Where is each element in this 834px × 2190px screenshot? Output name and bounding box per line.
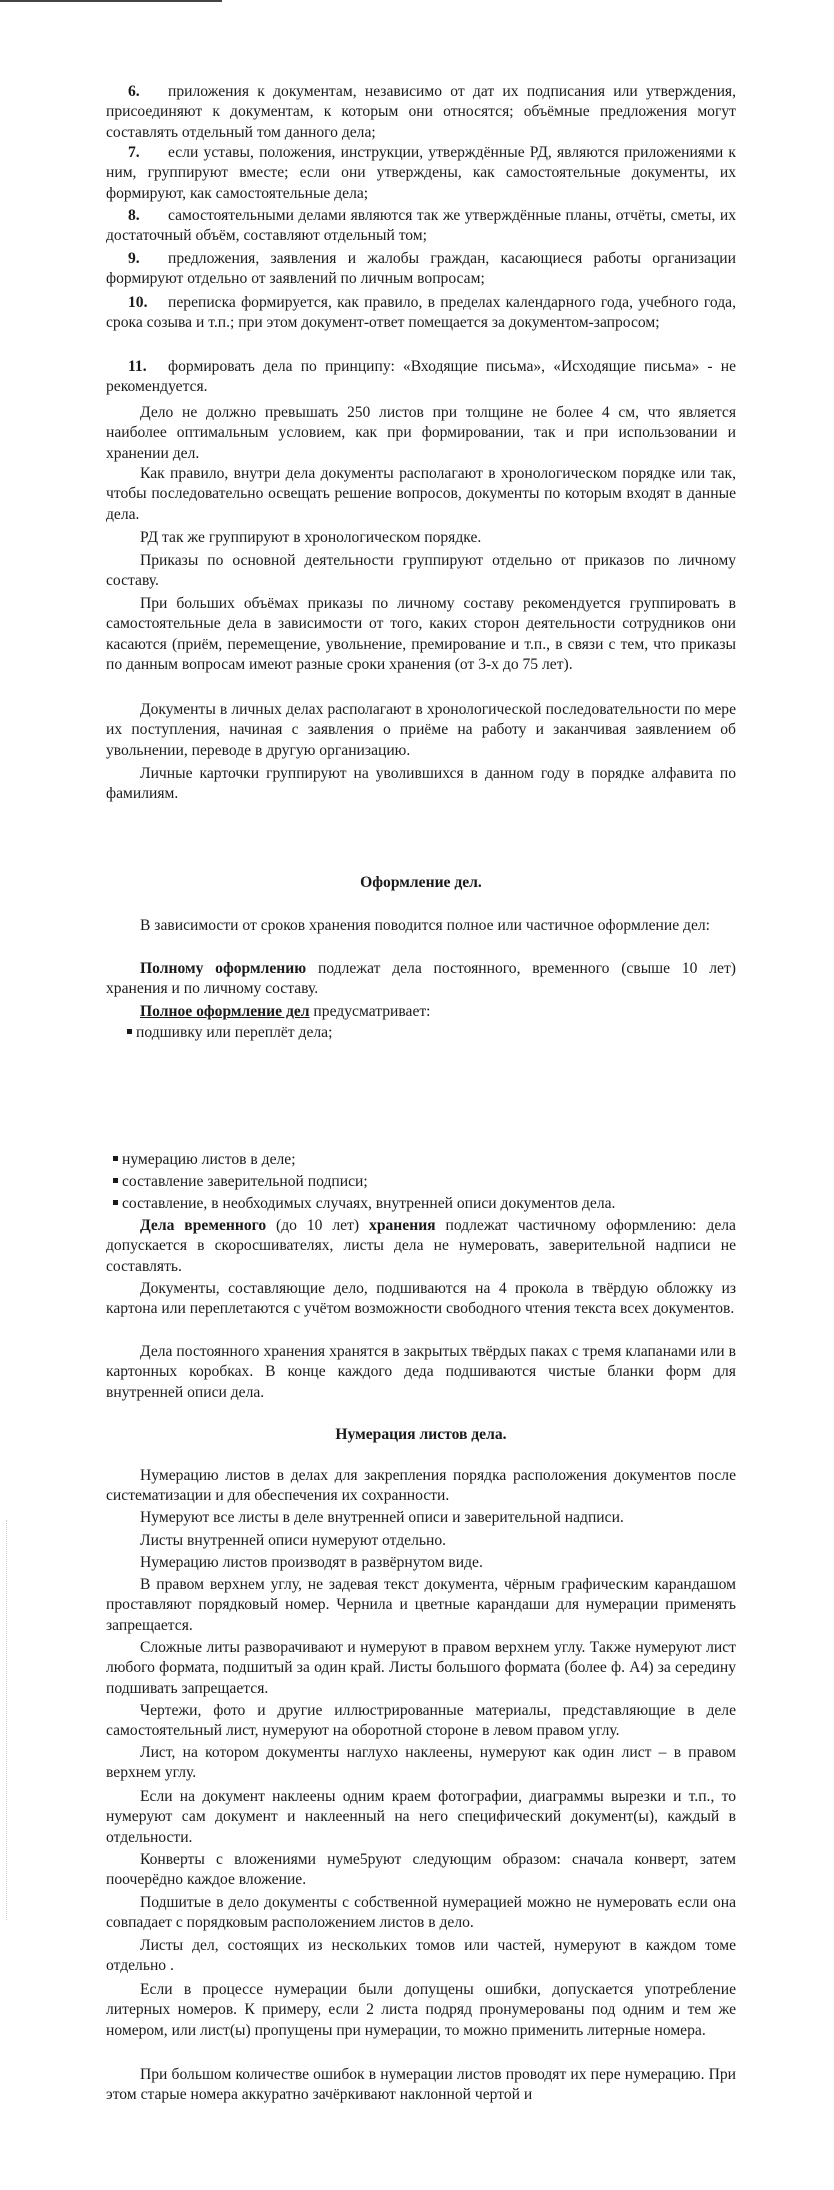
paragraph: При большом количестве ошибок в нумерации листов проводят их пере нумерацию. При этом старые номера аккуратно зачёркивают наклонной чертой и — [106, 2066, 736, 2104]
paragraph: Чертежи, фото и другие иллюстрированные материалы, представляющие в деле самостоятельный лист, нумеруют на оборотной стороне в левом правом углу. — [106, 1702, 736, 1740]
paragraph: Дело не должно превышать 250 листов при толщине не более 4 см, что является наиболее оптимальным условием, как при формировании, так и при использовании и хранении дел. — [106, 404, 736, 462]
paragraph: Подшитые в дело документы с собственной нумерацией можно не нумеровать если она совпадает с порядковым расположением листов в дело. — [106, 1894, 736, 1932]
list-item: 11. формировать дела по принципу: «Входящие письма», «Исходящие письма» - не рекомендуется. — [106, 358, 736, 396]
paragraph: Полное оформление дел предусматривает: — [140, 1003, 431, 1020]
paragraph: РД так же группируют в хронологическом порядке. — [140, 529, 482, 546]
paragraph: Нумерацию листов в делах для закрепления порядка расположения документов после систематизации и для обеспечения их сохранности. — [106, 1467, 736, 1505]
bullet-item: составление, в необходимых случаях, внутренней описи документов дела. — [113, 1194, 615, 1214]
list-item: 10. переписка формируется, как правило, в пределах календарного года, учебного года, срока созыва и т.п.; при этом документ-ответ помещается за документом-запросом; — [106, 294, 736, 332]
paragraph: Полному оформлению подлежат дела постоянного, временного (свыше 10 лет) хранения и по личному составу. — [106, 960, 736, 998]
paragraph: Документы в личных делах располагают в хронологической последовательности по мере их поступления, начиная с заявления о приёме на работу и заканчивая заявлением об увольнении, переводе в другую организацию. — [106, 701, 736, 759]
paragraph: Личные карточки группируют на уволившихся в данном году в порядке алфавита по фамилиям. — [106, 765, 736, 803]
bullet-item: подшивку или переплёт дела; — [127, 1023, 332, 1043]
section-heading: Оформление дел. — [360, 874, 482, 891]
bullet-item: составление заверительной подписи; — [113, 1172, 368, 1192]
bullet-square-icon — [113, 1178, 118, 1183]
scan-edge-mark — [6, 1520, 8, 1920]
paragraph: Если в процессе нумерации были допущены ошибки, допускается употребление литерных номеров. К примеру, если 2 листа подряд пронумерованы под одним и тем же номером, или лист(ы) пропущены при нумерации, то можно применить литерные номера. — [106, 1981, 736, 2039]
paragraph: Листы дел, состоящих из нескольких томов или частей, нумеруют в каждом томе отдельно . — [106, 1937, 736, 1975]
paragraph: Нумерацию листов производят в развёрнутом виде. — [140, 1554, 483, 1571]
paragraph: Конверты с вложениями нуме5руют следующим образом: сначала конверт, затем поочерёдно каждое вложение. — [106, 1851, 736, 1889]
paragraph: Дела постоянного хранения хранятся в закрытых твёрдых паках с тремя клапанами или в картонных коробках. В конце каждого деда подшиваются чистые бланки форм для внутренней описи дела. — [106, 1343, 736, 1401]
top-rule — [0, 0, 222, 2]
paragraph: Если на документ наклеены одним краем фотографии, диаграммы вырезки и т.п., то нумеруют сам документ и наклеенный на него специфический документ(ы), каждый в отдельности. — [106, 1788, 736, 1846]
bullet-square-icon — [113, 1200, 118, 1205]
bold-phrase: Полному оформлению — [140, 960, 307, 977]
paragraph: Дела временного (до 10 лет) хранения подлежат частичному оформлению: дела допускается в скоросшивателях, листы дела не нумеровать, заверительной надписи не составлять. — [106, 1217, 736, 1275]
paragraph: Лист, на котором документы наглухо наклеены, нумеруют как один лист – в правом верхнем углу. — [106, 1744, 736, 1782]
section-heading: Нумерация листов дела. — [335, 1426, 507, 1443]
paragraph: Сложные литы разворачивают и нумеруют в правом верхнем углу. Также нумеруют лист любого формата, подшитый за один край. Листы большого формата (более ф. А4) за середину подшивать запрещается. — [106, 1639, 736, 1697]
paragraph: В зависимости от сроков хранения поводится полное или частичное оформление дел: — [140, 917, 711, 934]
paragraph: Приказы по основной деятельности группируют отдельно от приказов по личному составу. — [106, 552, 736, 590]
list-item: 7. если уставы, положения, инструкции, утверждённые РД, являются приложениями к ним, группируют вместе; если они утверждены, как самостоятельные документы, их формируют, как самостоятельные дела; — [106, 144, 736, 202]
bullet-item: нумерацию листов в деле; — [113, 1150, 296, 1170]
paragraph: Листы внутренней описи нумеруют отдельно. — [140, 1532, 447, 1549]
list-item: 8. самостоятельными делами являются так же утверждённые планы, отчёты, сметы, их достаточный объём, составляют отдельный том; — [106, 207, 736, 245]
paragraph: Как правило, внутри дела документы располагают в хронологическом порядке или так, чтобы последовательно освещать решение вопросов, документы по которым входят в данные дела. — [106, 465, 736, 523]
bullet-square-icon — [127, 1029, 132, 1034]
list-item: 9. предложения, заявления и жалобы граждан, касающиеся работы организации формируют отдельно от заявлений по личным вопросам; — [106, 250, 736, 288]
paragraph: Нумеруют все листы в деле внутренней описи и заверительной надписи. — [140, 1509, 624, 1526]
paragraph: Документы, составляющие дело, подшиваются на 4 прокола в твёрдую обложку из картона или переплетаются с учётом возможности свободного чтения текста всех документов. — [106, 1280, 736, 1318]
underlined-phrase: Полное оформление дел — [140, 1003, 310, 1020]
paragraph: В правом верхнем углу, не задевая текст документа, чёрным графическим карандашом проставляют порядковый номер. Чернила и цветные карандаши для нумерации применять запрещается. — [106, 1576, 736, 1634]
paragraph: При больших объёмах приказы по личному составу рекомендуется группировать в самостоятельные дела в зависимости от того, каких сторон деятельности сотрудников они касаются (приём, перемещение, увольнение, премирование и т.п., в связи с тем, что приказы по данным вопросам имеют разные сроки хранения (от 3-х до 75 лет). — [106, 595, 736, 674]
list-item: 6. приложения к документам, независимо от дат их подписания или утверждения, присоединяют к документам, к которым они относятся; объёмные предложения могут составлять отдельный том данного дела; — [106, 83, 736, 141]
bullet-square-icon — [113, 1156, 118, 1161]
